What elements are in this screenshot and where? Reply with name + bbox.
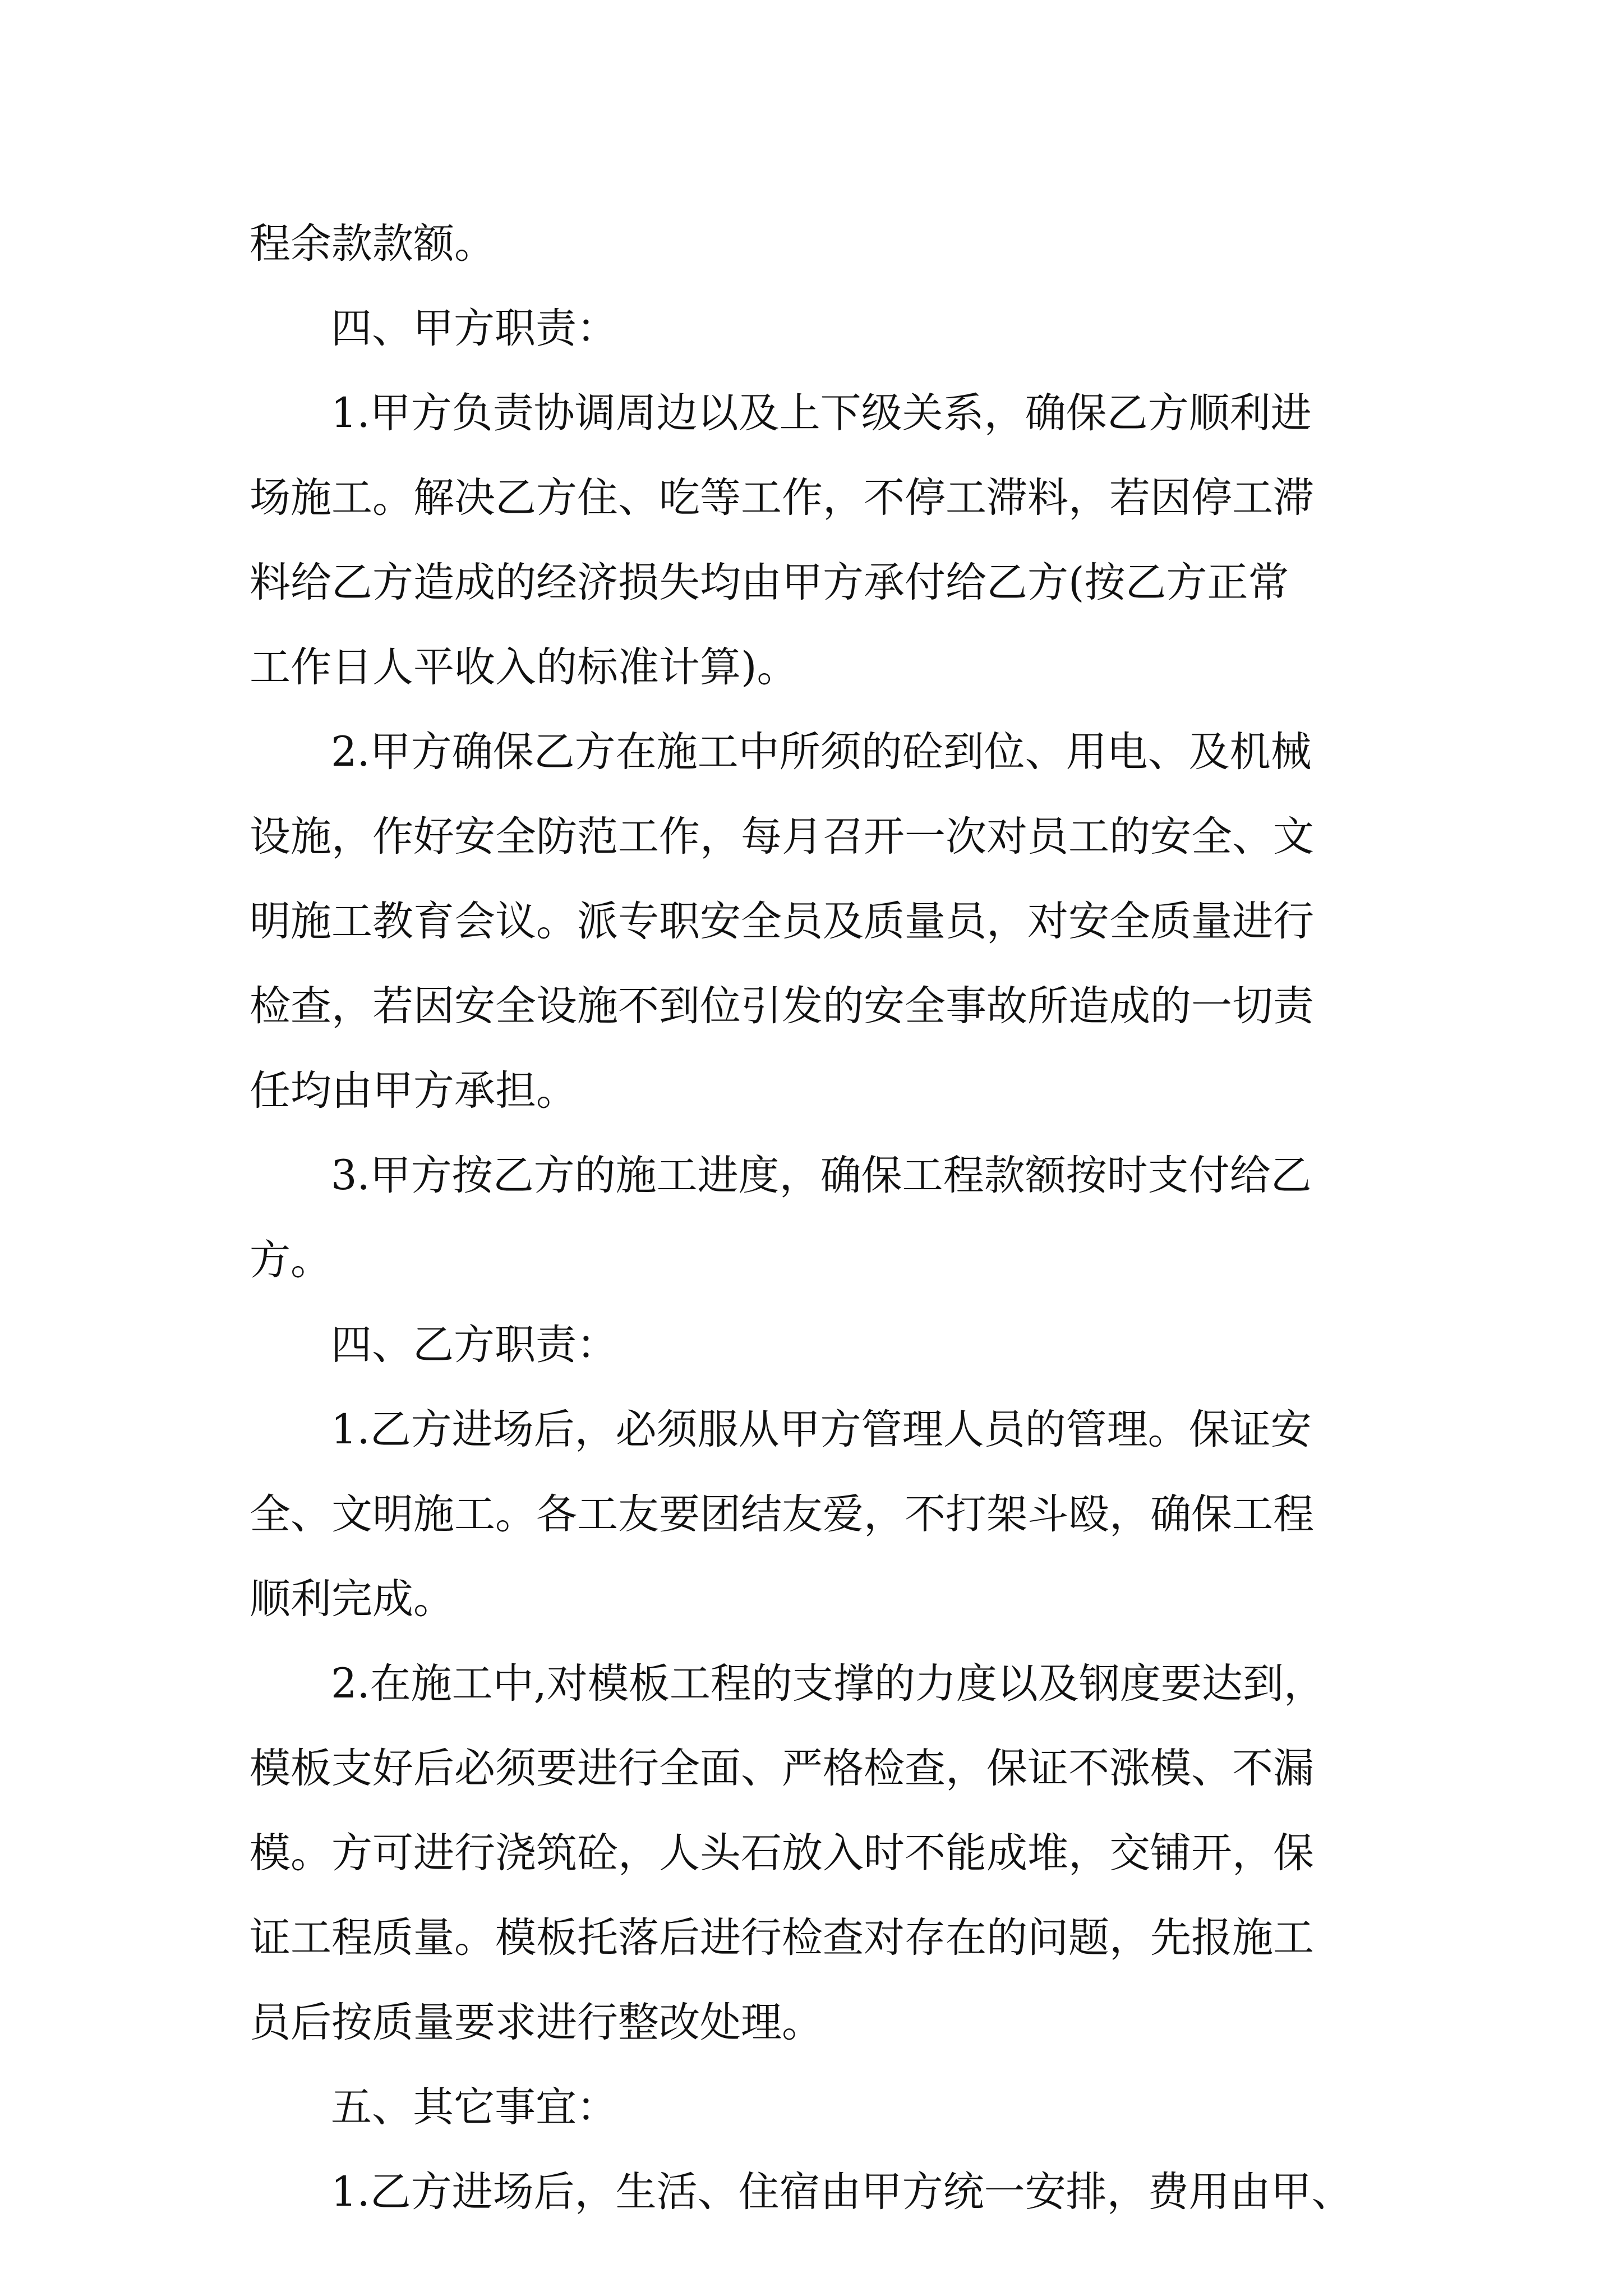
- text-line: 1.乙方进场后，生活、住宿由甲方统一安排，费用由甲、: [331, 2168, 1353, 2216]
- section-heading: 五、其它事宜：: [331, 2083, 617, 2131]
- text-line: 设施，作好安全防范工作，每月召开一次对员工的安全、文: [250, 813, 1314, 861]
- text-line: 场施工。解决乙方住、吃等工作，不停工滞料，若因停工滞: [250, 474, 1314, 522]
- text-line: 全、文明施工。各工友要团结友爱，不打架斗殴，确保工程: [250, 1490, 1314, 1538]
- text-line: 2.甲方确保乙方在施工中所须的砼到位、用电、及机械: [331, 728, 1312, 776]
- section-heading: 四、甲方职责：: [331, 305, 617, 352]
- text-line: 模。方可进行浇筑砼，人头石放入时不能成堆，交铺开，保: [250, 1829, 1314, 1877]
- text-line: 任均由甲方承担。: [250, 1067, 577, 1115]
- text-line: 1.乙方进场后，必须服从甲方管理人员的管理。保证安: [331, 1406, 1312, 1453]
- text-line: 工作日人平收入的标准计算)。: [250, 643, 798, 691]
- text-line: 员后按质量要求进行整改处理。: [250, 1999, 823, 2046]
- text-line: 检查，若因安全设施不到位引发的安全事故所造成的一切责: [250, 982, 1314, 1030]
- text-line: 3.甲方按乙方的施工进度，确保工程款额按时支付给乙: [331, 1152, 1312, 1199]
- text-line: 证工程质量。模板托落后进行检查对存在的问题，先报施工: [250, 1914, 1314, 1962]
- text-line: 方。: [250, 1236, 331, 1284]
- text-line: 模板支好后必须要进行全面、严格检查，保证不涨模、不漏: [250, 1745, 1314, 1792]
- text-line: 程余款款额。: [250, 220, 495, 268]
- text-line: 料给乙方造成的经济损失均由甲方承付给乙方(按乙方正常: [250, 559, 1289, 606]
- section-heading: 四、乙方职责：: [331, 1321, 617, 1369]
- text-line: 顺利完成。: [250, 1575, 454, 1623]
- text-line: 1.甲方负责协调周边以及上下级关系，确保乙方顺利进: [331, 389, 1312, 437]
- text-line: 2.在施工中,对模板工程的支撑的力度以及钢度要达到，: [331, 1660, 1325, 1708]
- text-line: 明施工教育会议。派专职安全员及质量员，对安全质量进行: [250, 898, 1314, 945]
